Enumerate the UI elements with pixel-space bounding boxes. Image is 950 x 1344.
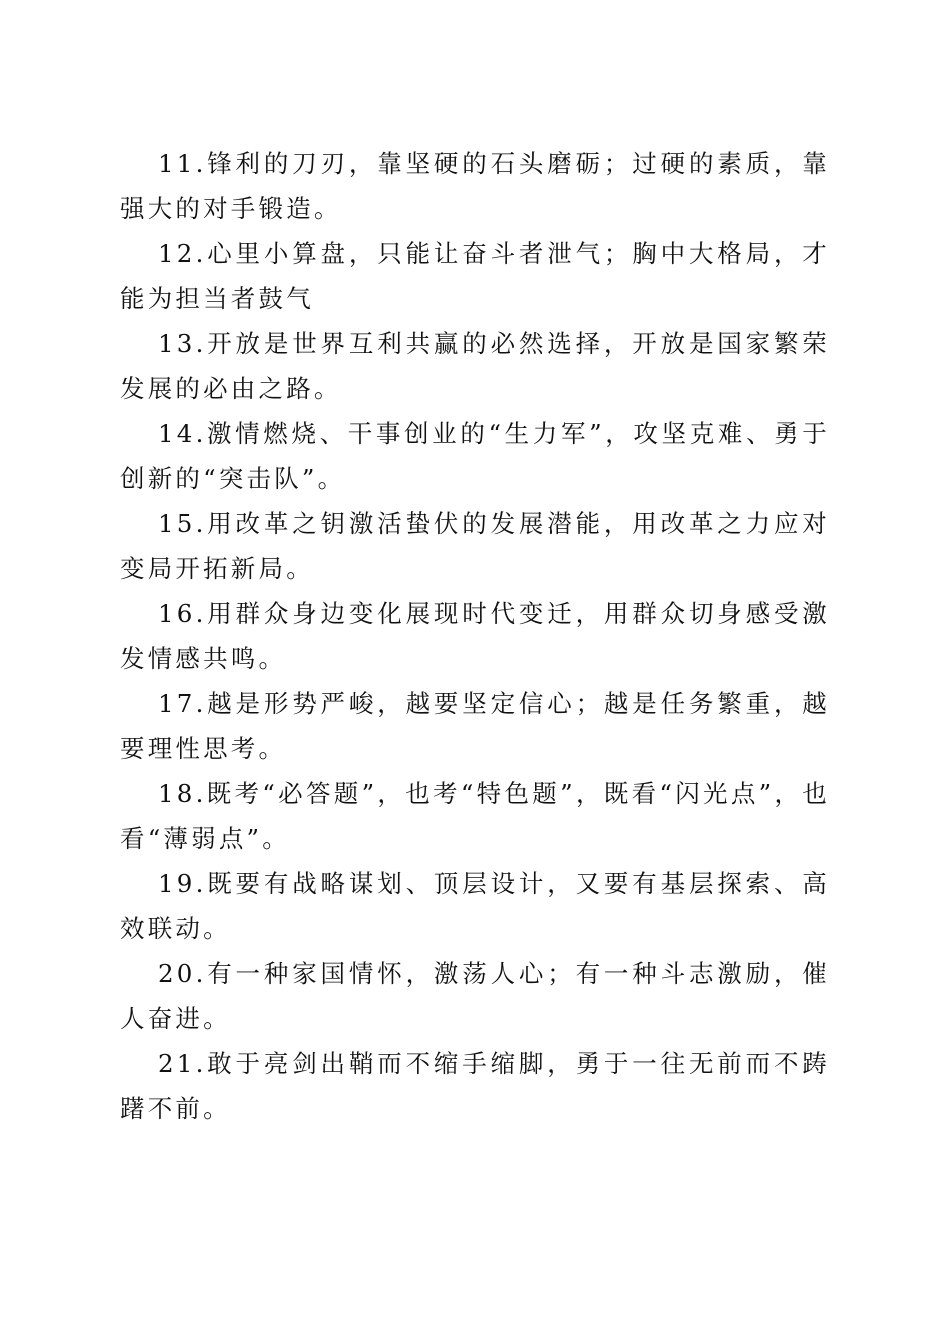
paragraph-16: 16.用群众身边变化展现时代变迁，用群众切身感受激发情感共鸣。 xyxy=(120,599,830,673)
paragraph-18: 18.既考“必答题”，也考“特色题”，既看“闪光点”，也看“薄弱点”。 xyxy=(120,779,830,853)
document-page xyxy=(120,141,830,1131)
paragraph-17: 17.越是形势严峻，越要坚定信心；越是任务繁重，越要理性思考。 xyxy=(120,689,830,763)
paragraph-21: 21.敢于亮剑出鞘而不缩手缩脚，勇于一往无前而不踌躇不前。 xyxy=(120,1049,830,1123)
paragraph-19: 19.既要有战略谋划、顶层设计，又要有基层探索、高效联动。 xyxy=(120,869,830,943)
paragraph-12: 12.心里小算盘，只能让奋斗者泄气；胸中大格局，才能为担当者鼓气 xyxy=(120,239,830,313)
paragraph-11: 11.锋利的刀刃，靠坚硬的石头磨砺；过硬的素质，靠强大的对手锻造。 xyxy=(120,149,830,223)
paragraph-15: 15.用改革之钥激活蛰伏的发展潜能，用改革之力应对变局开拓新局。 xyxy=(120,509,830,583)
paragraph-13: 13.开放是世界互利共赢的必然选择，开放是国家繁荣发展的必由之路。 xyxy=(120,329,830,403)
paragraph-20: 20.有一种家国情怀，激荡人心；有一种斗志激励，催人奋进。 xyxy=(120,959,830,1033)
paragraph-14: 14.激情燃烧、干事创业的“生力军”，攻坚克难、勇于创新的“突击队”。 xyxy=(120,419,830,493)
